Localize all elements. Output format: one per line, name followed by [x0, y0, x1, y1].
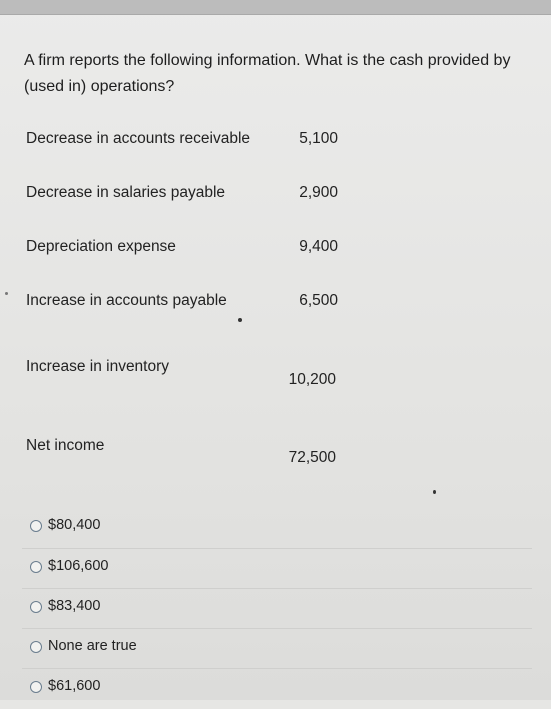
screen-speck [5, 292, 8, 295]
info-label: Depreciation expense [26, 238, 176, 255]
option-label[interactable]: $83,400 [48, 598, 101, 614]
info-label: Increase in inventory [26, 358, 170, 375]
option-label[interactable]: $106,600 [48, 558, 109, 574]
info-value: 10,200 [288, 371, 336, 388]
radio-button-icon[interactable] [30, 520, 42, 532]
info-label: Net income [26, 437, 105, 454]
info-value: 72,500 [288, 449, 336, 466]
screen-speck [238, 318, 242, 322]
answer-option[interactable] [22, 548, 532, 589]
answer-option[interactable] [22, 668, 532, 709]
question-text: A firm reports the following information. What is the cash provided by (used in) operations? [24, 52, 511, 95]
window-frame [0, 0, 551, 15]
radio-button-icon[interactable] [30, 561, 42, 573]
radio-button-icon[interactable] [30, 681, 42, 693]
info-value: 6,500 [299, 292, 338, 309]
screen-speck [433, 490, 436, 494]
answer-option[interactable] [22, 508, 532, 548]
info-label: Increase in accounts payable [26, 292, 227, 309]
info-value: 9,400 [299, 238, 338, 255]
option-label[interactable]: None are true [48, 638, 137, 654]
answer-option[interactable] [22, 588, 532, 629]
info-label: Decrease in accounts receivable [26, 130, 251, 147]
info-value: 2,900 [299, 184, 338, 201]
radio-button-icon[interactable] [30, 641, 42, 653]
option-label[interactable]: $61,600 [48, 678, 101, 694]
radio-button-icon[interactable] [30, 601, 42, 613]
info-label: Decrease in salaries payable [26, 184, 226, 201]
option-label[interactable]: $80,400 [48, 517, 101, 533]
info-value: 5,100 [299, 130, 338, 147]
answer-option[interactable] [22, 628, 532, 669]
